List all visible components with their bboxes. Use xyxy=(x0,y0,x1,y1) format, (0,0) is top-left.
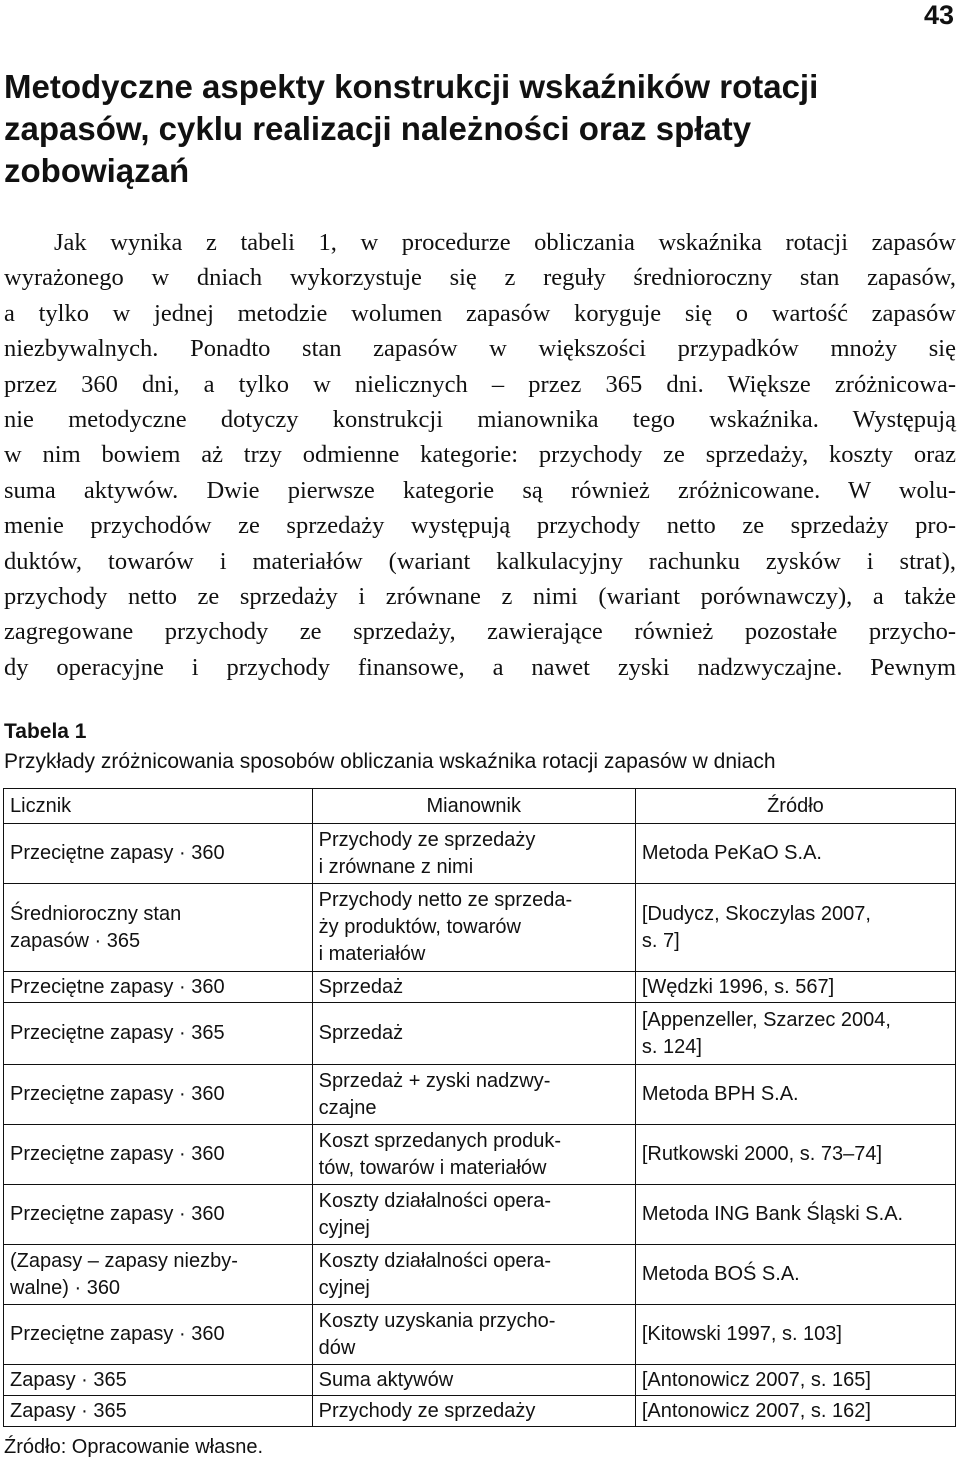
cell-licznik xyxy=(4,1065,313,1125)
cell-line: Średnioroczny stan xyxy=(10,902,182,925)
paragraph-line: a tylko w jednej metodzie wolumen zapasów koryguje się o wartość zapasów xyxy=(4,299,956,327)
cell-line: walne) · 360 xyxy=(10,1276,121,1299)
cell-zrodlo xyxy=(635,972,955,1003)
cell-line: czajne xyxy=(318,1096,377,1119)
cell-line: Zapasy · 365 xyxy=(10,1399,127,1422)
cell-line: Zapasy · 365 xyxy=(10,1368,127,1391)
cell-line: tów, towarów i materiałów xyxy=(318,1156,547,1179)
cell-line: Przeciętne zapasy · 360 xyxy=(10,975,225,998)
chapter-title-line: zobowiązań xyxy=(4,152,190,189)
cell-line: ży produktów, towarów xyxy=(318,916,521,938)
column-header-mianownik: Mianownik xyxy=(312,789,635,824)
cell-mianownik xyxy=(312,1305,635,1365)
cell-line: Metoda BPH S.A. xyxy=(641,1083,799,1105)
cell-zrodlo xyxy=(635,1125,955,1185)
cell-zrodlo xyxy=(635,1245,955,1305)
cell-line: Przeciętne zapasy · 360 xyxy=(10,1323,225,1345)
chapter-title-line: zapasów, cyklu realizacji należności oraz spłaty xyxy=(4,110,752,147)
cell-licznik xyxy=(4,1125,313,1185)
cell-licznik xyxy=(4,884,313,972)
paragraph-line: przychody netto ze sprzedaży i zrównane z nimi (wariant porównawczy), a także xyxy=(4,583,956,611)
paragraph-line: przez 360 dni, a tylko w nielicznych – przez 365 dni. Większe zróżnicowa- xyxy=(4,370,956,398)
cell-mianownik xyxy=(312,884,635,972)
paragraph-line: suma aktywów. Dwie pierwsze kategorie są również zróżnicowane. W wolu- xyxy=(4,476,956,504)
cell-line: [Antonowicz 2007, s. 165] xyxy=(641,1368,871,1391)
cell-zrodlo xyxy=(635,1185,955,1245)
data-table xyxy=(3,788,956,1427)
cell-licznik xyxy=(4,1185,313,1245)
cell-mianownik xyxy=(312,1396,635,1427)
table-label: Tabela 1 xyxy=(4,720,87,743)
cell-line: [Rutkowski 2000, s. 73–74] xyxy=(641,1143,883,1165)
paragraph-line: Jak wynika z tabeli 1, w procedurze obliczania wskaźnika rotacji zapasów xyxy=(54,229,956,256)
cell-line: Suma aktywów xyxy=(318,1368,454,1391)
source-note: Źródło: Opracowanie własne. xyxy=(4,1436,264,1458)
cell-zrodlo xyxy=(635,1365,955,1396)
cell-zrodlo xyxy=(635,1065,955,1125)
cell-line: Przeciętne zapasy · 365 xyxy=(10,1022,225,1044)
table-row xyxy=(4,824,956,884)
cell-line: zapasów · 365 xyxy=(10,929,141,952)
cell-line: cyjnej xyxy=(318,1216,370,1239)
cell-line: dów xyxy=(318,1336,356,1359)
cell-line: cyjnej xyxy=(318,1276,370,1299)
cell-line: Sprzedaż xyxy=(318,1022,404,1044)
cell-line: Przychody ze sprzedaży xyxy=(318,828,536,851)
cell-mianownik xyxy=(312,1185,635,1245)
cell-line: Koszty uzyskania przycho- xyxy=(318,1309,556,1332)
cell-line: Metoda BOŚ S.A. xyxy=(641,1263,800,1285)
paragraph-line: duktów, towarów i materiałów (wariant kalkulacyjny rachunku zysków i strat), xyxy=(4,547,956,575)
table-row xyxy=(4,1185,956,1245)
cell-line: Metoda PeKaO S.A. xyxy=(641,842,822,864)
cell-line: i zrównane z nimi xyxy=(318,855,474,878)
cell-line: Przeciętne zapasy · 360 xyxy=(10,842,225,864)
cell-line: s. 7] xyxy=(641,929,680,952)
cell-line: Przeciętne zapasy · 360 xyxy=(10,1143,225,1165)
cell-zrodlo xyxy=(635,884,955,972)
cell-line: Sprzedaż xyxy=(318,975,404,998)
chapter-title-line: Metodyczne aspekty konstrukcji wskaźników rotacji xyxy=(4,68,819,105)
cell-line: [Kitowski 1997, s. 103] xyxy=(641,1323,842,1345)
paragraph-line: w nim bowiem aż trzy odmienne kategorie: przychody ze sprzedaży, koszty oraz xyxy=(4,441,956,469)
cell-licznik xyxy=(4,1365,313,1396)
cell-mianownik xyxy=(312,1003,635,1065)
cell-mianownik xyxy=(312,824,635,884)
cell-line: [Wędzki 1996, s. 567] xyxy=(641,975,835,998)
table-row xyxy=(4,1125,956,1185)
table-header-row xyxy=(4,789,956,824)
cell-line: Przychody netto ze sprzeda- xyxy=(318,889,573,911)
chapter-title xyxy=(4,66,949,192)
cell-line: (Zapasy – zapasy niezby- xyxy=(10,1249,238,1272)
table-row xyxy=(4,884,956,972)
table-row xyxy=(4,1065,956,1125)
table-row xyxy=(4,1365,956,1396)
cell-mianownik xyxy=(312,1065,635,1125)
cell-licznik xyxy=(4,972,313,1003)
cell-line: s. 124] xyxy=(641,1035,702,1058)
paragraph-line: niezbywalnych. Ponadto stan zapasów w większości przypadków mnoży się xyxy=(4,335,956,363)
cell-zrodlo xyxy=(635,1396,955,1427)
paragraph-line: menie przychodów ze sprzedaży występują przychody netto ze sprzedaży pro- xyxy=(4,512,956,540)
column-header-licznik: Licznik xyxy=(4,789,313,824)
table-row xyxy=(4,1003,956,1065)
cell-line: Koszty działalności opera- xyxy=(318,1189,551,1212)
paragraph-line: nie metodyczne dotyczy konstrukcji mianownika tego wskaźnika. Występują xyxy=(4,406,956,434)
table-row xyxy=(4,1396,956,1427)
cell-line: Przeciętne zapasy · 360 xyxy=(10,1203,225,1225)
body-paragraph xyxy=(4,225,956,685)
column-header-zrodlo: Źródło xyxy=(635,789,955,824)
cell-mianownik xyxy=(312,972,635,1003)
cell-licznik xyxy=(4,1245,313,1305)
cell-line: Metoda ING Bank Śląski S.A. xyxy=(641,1203,904,1225)
cell-line: [Antonowicz 2007, s. 162] xyxy=(641,1399,871,1422)
page-number: 43 xyxy=(923,0,954,30)
cell-line: i materiałów xyxy=(318,943,426,965)
cell-mianownik xyxy=(312,1365,635,1396)
cell-zrodlo xyxy=(635,1003,955,1065)
cell-zrodlo xyxy=(635,824,955,884)
cell-line: Sprzedaż + zyski nadzwy- xyxy=(318,1069,551,1092)
cell-line: Przeciętne zapasy · 360 xyxy=(10,1083,225,1105)
table-caption: Przykłady zróżnicowania sposobów obliczania wskaźnika rotacji zapasów w dniach xyxy=(4,750,776,773)
cell-licznik xyxy=(4,824,313,884)
cell-line: [Appenzeller, Szarzec 2004, xyxy=(641,1008,891,1031)
cell-line: Koszty działalności opera- xyxy=(318,1249,551,1272)
cell-licznik xyxy=(4,1305,313,1365)
cell-line: Koszt sprzedanych produk- xyxy=(318,1129,561,1152)
cell-licznik xyxy=(4,1396,313,1427)
paragraph-line: wyrażonego w dniach wykorzystuje się z reguły średnioroczny stan zapasów, xyxy=(4,264,956,292)
table-row xyxy=(4,1245,956,1305)
paragraph-line: zagregowane przychody ze sprzedaży, zawierające również pozostałe przycho- xyxy=(4,618,956,646)
table-row xyxy=(4,1305,956,1365)
cell-mianownik xyxy=(312,1245,635,1305)
cell-line: [Dudycz, Skoczylas 2007, xyxy=(641,902,871,925)
cell-licznik xyxy=(4,1003,313,1065)
table-body xyxy=(4,824,956,1427)
cell-zrodlo xyxy=(635,1305,955,1365)
table-row xyxy=(4,972,956,1003)
cell-line: Przychody ze sprzedaży xyxy=(318,1399,536,1422)
paragraph-line: dy operacyjne i przychody finansowe, a nawet zyski nadzwyczajne. Pewnym xyxy=(4,653,956,681)
cell-mianownik xyxy=(312,1125,635,1185)
